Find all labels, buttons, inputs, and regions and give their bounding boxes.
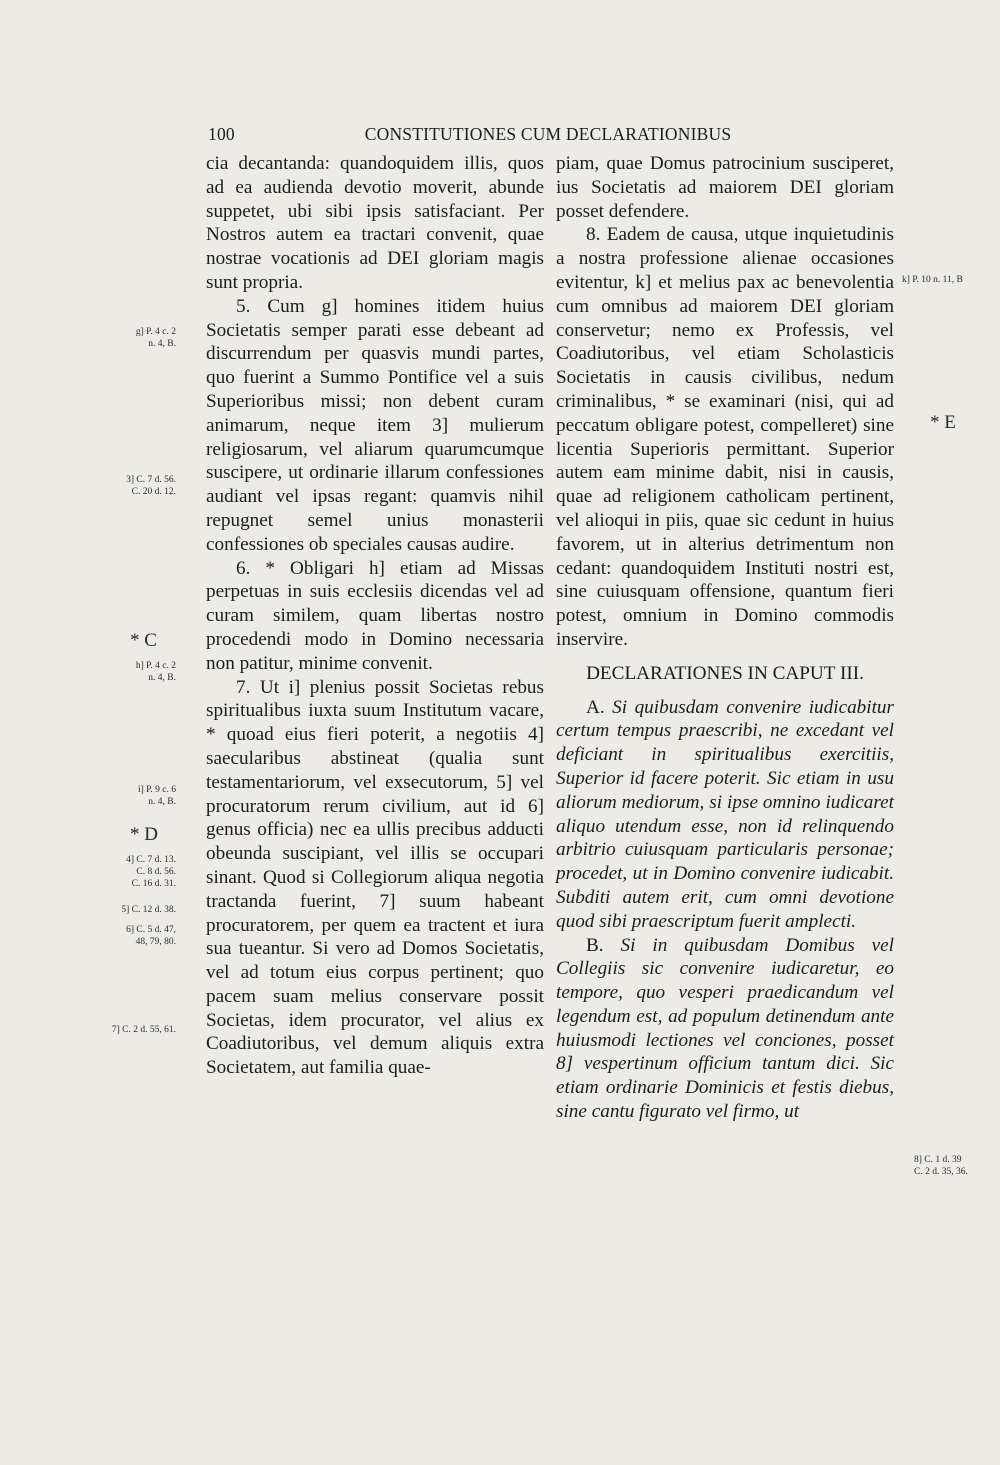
margin-note-4: 4] C. 7 d. 13. C. 8 d. 56. C. 16 d. 31. xyxy=(126,855,176,889)
left-paragraph-1: cia decantanda: quandoquidem illis, quos ad ea audienda devotio moverit, abunde suppetet, ubi sibi ipsis satisfaciant. Per Nostros autem ea tractari convenit, quae nostrae vocationis ad DEI gloriam magis sunt propria. xyxy=(206,153,544,293)
margin-note-h: h] P. 4 c. 2 n. 4, B. xyxy=(135,661,176,683)
margin-star-e: * E xyxy=(930,412,956,433)
margin-note-g: g] P. 4 c. 2 n. 4, B. xyxy=(135,327,176,349)
declaration-a xyxy=(556,696,894,934)
declaration-b-text: Si in quibusdam Domibus vel Collegiis sic convenire iudicaretur, eo tempore, quo vesperi praedicandum vel legendum est, ad populum detinendum ante huiusmodi lectiones vel conciones, posset 8] vespertinum officium tantum dici. Sic etiam ordinarie Dominicis et festis diebus, sine cantu figurato vel firmo, ut xyxy=(556,934,894,1123)
margin-note-6: 6] C. 5 d. 47, 48, 79, 80. xyxy=(126,925,176,947)
left-column xyxy=(206,152,544,1080)
right-column xyxy=(556,152,894,1124)
left-paragraph-3: 6. * Obligari h] etiam ad Missas perpetuas in suis ecclesiis dicendas vel ad curam similem, quam libertas nostro procedendi modo in Domino necessaria non patitur, minime convenit. xyxy=(206,557,544,674)
running-head: CONSTITUTIONES CUM DECLARATIONIBUS xyxy=(364,124,732,144)
right-paragraph-2: 8. Eadem de causa, utque inquietudinis a nostra professione alienae occasiones evitentur, k] et melius pax ac benevolentia cum omnibus ad maiorem DEI gloriam conservetur; nemo ex Professis, vel Coadiutoribus, vel etiam Scholasticis Societatis in causis civilibus, nedum criminalibus, * se examinari (nisi, qui ad peccatum obligare potest, compelleret) sine licentia Superioris permittant. Superior autem eam minime dabit, nisi in causis, quae ad religionem catholicam pertinent, vel alioqui in piis, quae sic cedunt in huius favorem, ut in alterius detrimentum non cedant: quandoquidem Instituti nostri est, sine cuiusquam offensione, quantum fieri potest, omnium in Domino commodis inservire. xyxy=(556,224,894,650)
left-paragraph-4: 7. Ut i] plenius possit Societas rebus spiritualibus iuxta suum Institutum vacare, * quoad eius fieri poterit, a negotiis 4] saecularibus abstineat (qualia sunt testamentariorum, vel exsecutorum, 5] vel procuratorum rerum civilium, aut id 6] genus officia) nec ea ullis precibus adducti obeunda suscipiant, vel illis se occupari sinant. Quod si Collegiorum aliqua negotia tractanda fuerint, 7] suum habeant procuratorem, per quem ea tractent et iura sua tueantur. Si vero ad Domos Societatis, vel ad totum eius corpus pertinent; quo pacem suam melius conservare possit Societas, idem procurator, vel alius ex Coadiutoribus, vel demum aliquis extra Societatem, aut familia quae- xyxy=(206,676,544,1079)
left-paragraph-2: 5. Cum g] homines itidem huius Societatis semper parati esse debeant ad discurrendum per quasvis mundi partes, quo fuerint a Summo Pontifice vel a suis Superioribus missi; non debent curam animarum, neque item 3] mulierum religiosarum, vel aliarum quarumcumque suscipere, ut ordinarie illarum confessiones audiant vel ipsas regant: quamvis nihil repugnet semel unius monasterii confessiones ob speciales causas audire. xyxy=(206,295,544,555)
page-header xyxy=(208,124,888,150)
margin-note-i: i] P. 9 c. 6 n. 4, B. xyxy=(138,785,176,807)
declaration-b-label: B. xyxy=(586,934,604,956)
right-paragraph-1: piam, quae Domus patrocinium susciperet, ius Societatis ad maiorem DEI gloriam posset defendere. xyxy=(556,153,894,222)
declaration-a-text: Si quibusdam convenire iudicabitur certum tempus praescribi, ne excedant vel deficiant in spiritualibus exercitiis, Superior id facere poterit. Sic etiam in usu aliorum mediorum, si ipse omnino iudicaret aliquo utendum esse, non id relinquendo arbitrio cuiusquam particularis personae; procedet, ut in Domino convenire iudicabit. Subditi autem erit, cum omni devotione quod sibi praescriptum fuerit amplecti. xyxy=(556,696,894,932)
margin-note-5: 5] C. 12 d. 38. xyxy=(121,905,176,915)
page-number: 100 xyxy=(208,124,235,144)
margin-note-8: 8] C. 1 d. 39 C. 2 d. 35, 36. xyxy=(914,1155,968,1177)
margin-star-d: * D xyxy=(130,824,158,845)
margin-note-7: 7] C. 2 d. 55, 61. xyxy=(111,1025,176,1035)
declaration-a-label: A. xyxy=(586,696,605,718)
margin-note-k: k] P. 10 n. 11, B xyxy=(902,275,963,285)
declarations-heading: DECLARATIONES IN CAPUT III. xyxy=(586,662,864,684)
margin-note-3: 3] C. 7 d. 56. C. 20 d. 12. xyxy=(126,475,176,497)
declaration-b xyxy=(556,934,894,1124)
margin-star-c: * C xyxy=(130,630,157,651)
